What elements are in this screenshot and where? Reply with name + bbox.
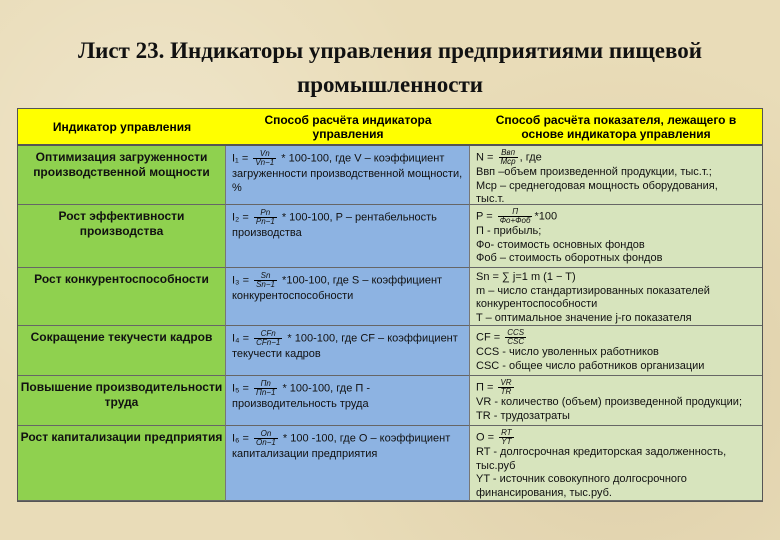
calc-fraction: $\frac{\text{CFn}}{\text{CFn−1}}$ [256,329,281,347]
calc-prefix: I₄ = [232,332,250,345]
basis-fraction: $\frac{П}{\text{Фо+Фоб}}$ [499,207,531,225]
basis-line: TR - трудозатраты [476,409,570,422]
table-row [18,268,762,326]
page-title [40,34,740,102]
basis-after: *100 [534,210,558,223]
basis-fraction: $\frac{RT}{YT}$ [501,428,512,446]
basis-prefix: N = [476,151,494,164]
calc-prefix: I₆ = [232,432,249,445]
basis-fraction: $\frac{\text{CCS}}{\text{CSC}}$ [507,328,525,346]
calc-text: * 100-100, где CF – коэффициент текучести кадров [232,332,458,360]
basis-prefix: O = [476,431,495,444]
basis-line: T – оптимальное значение j-го показателя [476,311,692,324]
title-line-1: Лист 23. Индикаторы управления предприятиями пищевой [77,38,703,63]
basis-cell [470,426,762,501]
basis-line: П - прибыль; [476,225,542,237]
calc-cell [226,268,470,326]
header-calc-method: Способ расчёта индикатора управления [264,112,432,141]
calc-text: *100-100, где S – коэффициент конкурентоспособности [232,274,443,302]
table-row [18,326,762,376]
title-line-2: промышленности [296,72,484,97]
calc-text: * 100 -100, где O – коэффициент капитализации предприятия [232,432,451,460]
basis-line: Мср – среднегодовая мощность оборудования, [476,179,718,192]
table-row [18,205,762,268]
calc-text: * 100-100, где V – коэффициент загруженности производственной мощности, % [232,152,463,194]
calc-fraction: $\frac{Пn}{Пn-1}$ [256,379,276,397]
indicator-cell: Рост конкурентоспособности [18,268,226,326]
basis-line: RT - долгосрочная кредиторская задолженность, [476,446,727,458]
indicators-table [17,108,763,502]
table-row [18,146,762,205]
table-row [18,376,762,426]
table-header [18,109,762,146]
indicator-cell: Сокращение текучести кадров [18,326,226,376]
calc-cell [226,326,470,376]
indicator-cell: Рост эффективности производства [18,205,226,268]
basis-line: VR - количество (объем) произведенной продукции; [476,396,743,408]
header-indicator: Индикатор управления [52,119,192,134]
basis-cell [470,268,762,326]
basis-prefix: П = [476,381,494,394]
basis-cell [470,326,762,376]
table-row [18,426,762,501]
calc-fraction: $\frac{Pn}{Pn-1}$ [255,208,275,226]
calc-cell [226,426,470,501]
basis-prefix: CF = [476,331,501,344]
calc-prefix: I₃ = [232,274,250,287]
basis-cell [470,205,762,268]
indicator-cell: Оптимизация загруженности производственной мощности [18,146,226,205]
basis-fraction: $\frac{\text{Ввп}}{\text{Мср}}$ [500,148,516,166]
indicator-cell: Рост капитализации предприятия [18,426,226,501]
basis-prefix: Sn = [476,271,499,283]
basis-prefix: P = [476,210,493,223]
basis-cell [470,376,762,426]
calc-cell [226,376,470,426]
calc-text: * 100-100, где П - производительность труда [232,382,371,410]
basis-line: тыс.руб [476,459,516,472]
calc-cell [226,146,470,205]
calc-fraction: $\frac{Vn}{Vn-1}$ [255,149,275,167]
basis-fraction: $\frac{VR}{TR}$ [500,378,512,396]
calc-prefix: I₅ = [232,382,249,395]
basis-line: m – число стандартизированных показателей [476,284,710,297]
basis-line: конкурентоспособности [476,298,598,310]
basis-line: Фоб – стоимость оборотных фондов [476,252,663,264]
calc-text: * 100-100, P – рентабельность производства [232,211,437,239]
indicator-cell: Повышение производительности труда [18,376,226,426]
basis-line: CCS - число уволенных работников [476,346,659,358]
basis-line: YT - источник совокупного долгосрочного [476,473,687,485]
basis-line: тыс.т. [476,193,505,205]
calc-prefix: I₂ = [232,211,249,224]
calc-cell [226,205,470,268]
basis-line: Фо- стоимость основных фондов [476,238,645,251]
basis-line: CSC - общее число работников организации [476,359,705,372]
calc-fraction: $\frac{Sn}{Sn-1}$ [256,271,275,289]
basis-after: ∑ j=1 m (1 − T) [502,271,576,283]
basis-cell [470,146,762,205]
calc-prefix: I₁ = [232,152,249,165]
basis-after: , где [519,151,542,164]
calc-fraction: $\frac{On}{On-1}$ [256,429,276,447]
basis-line: Ввп –объем произведенной продукции, тыс.т.; [476,166,712,178]
header-basis-method: Способ расчёта показателя, лежащего в основе индикатора управления [495,112,737,141]
basis-line: финансирования, тыс.руб. [476,486,612,499]
